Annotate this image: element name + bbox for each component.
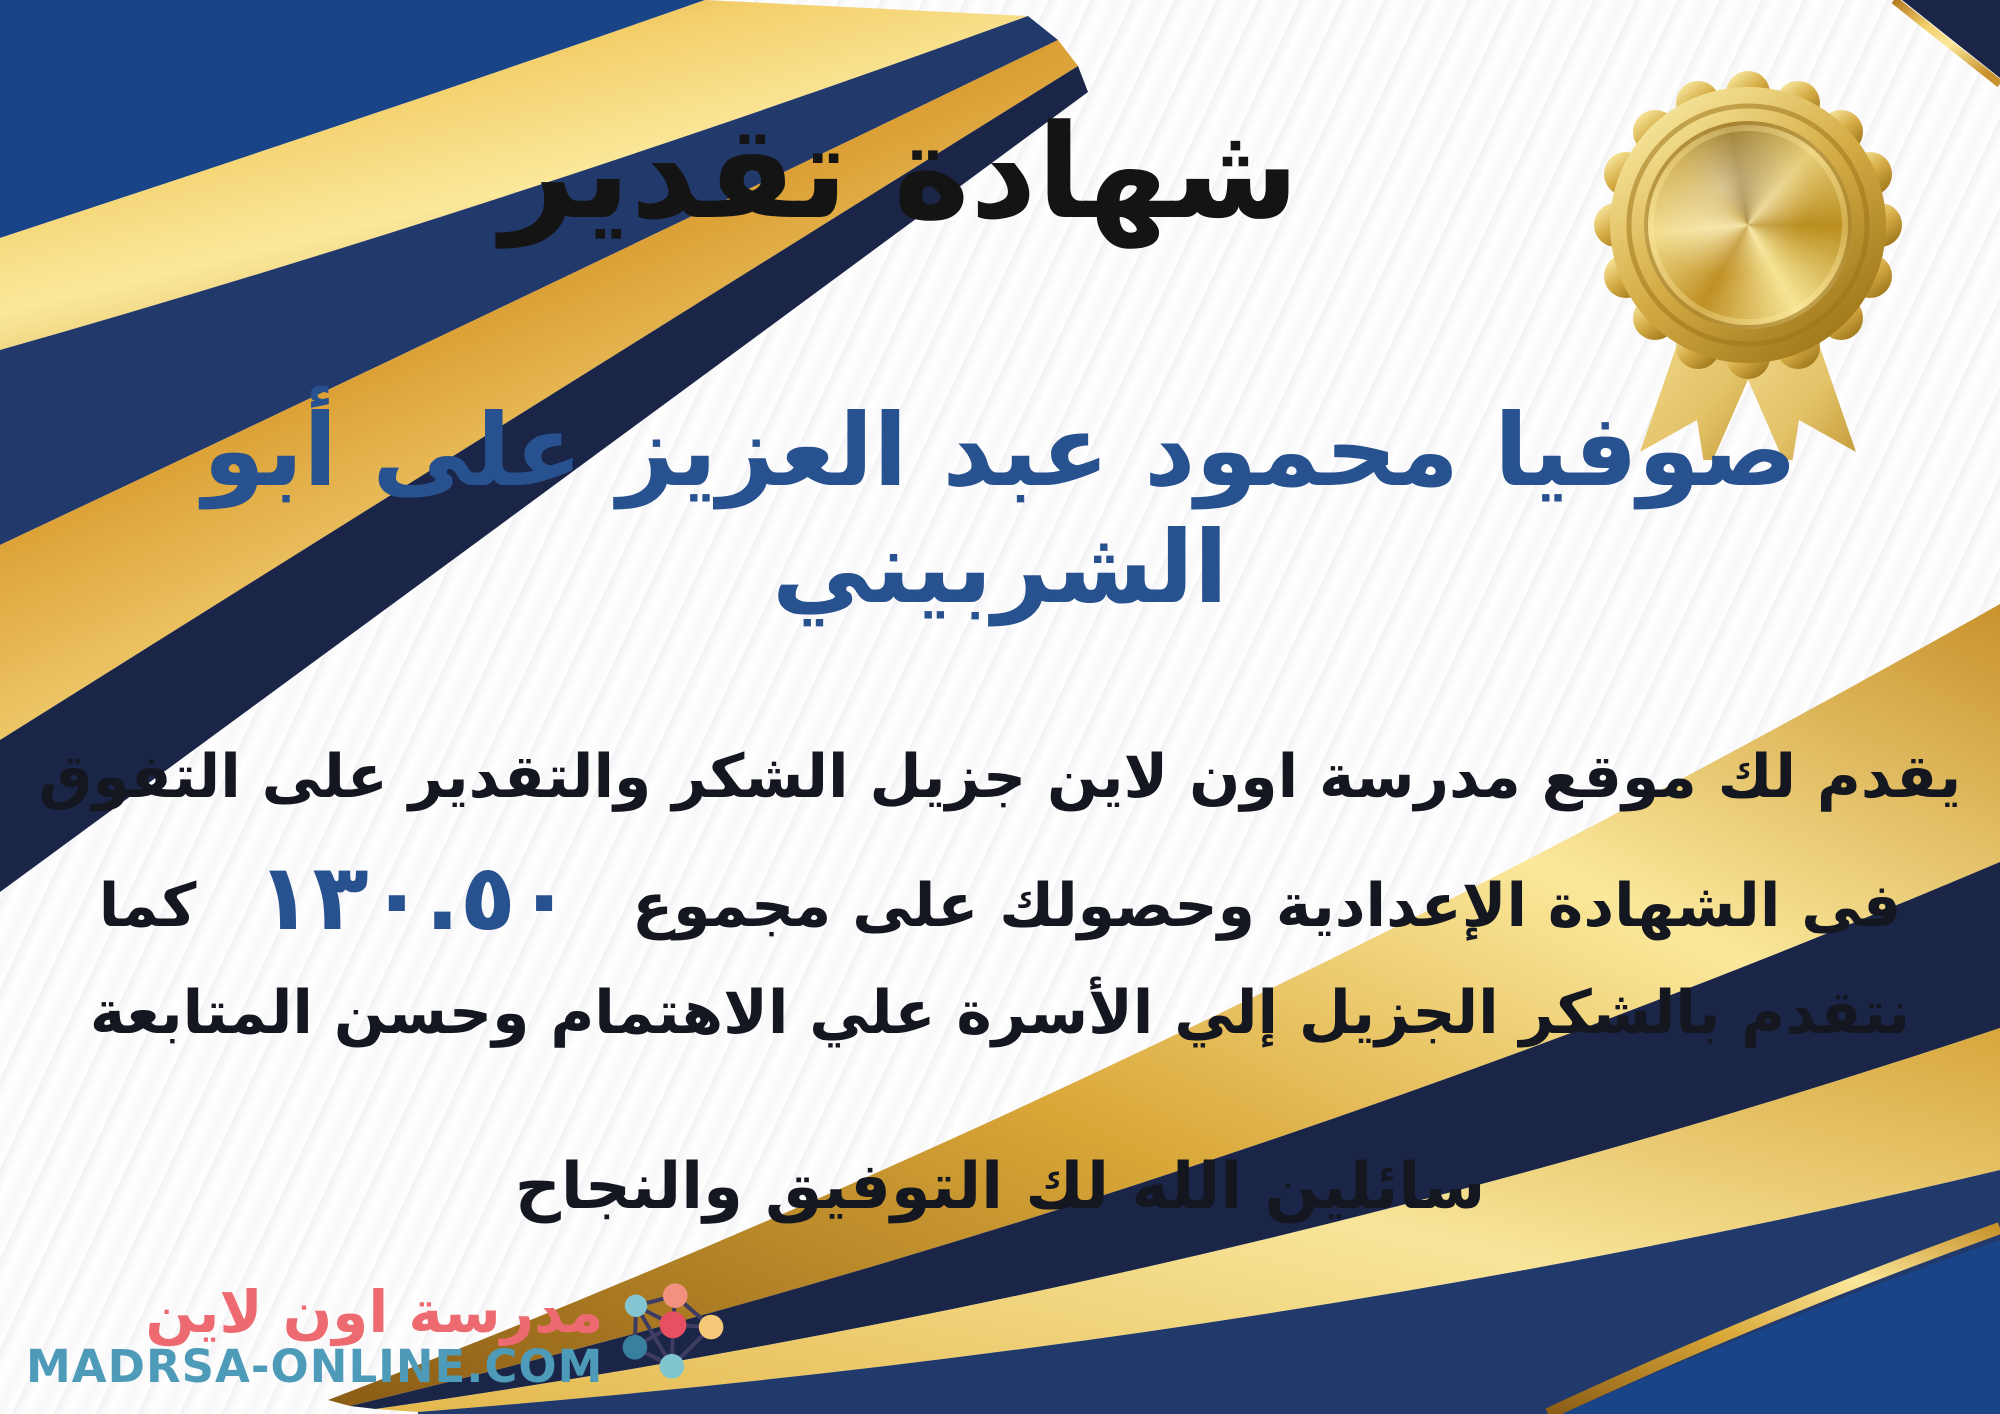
score-value: ١٣٠.٥٠ (256, 844, 573, 951)
brand-logo-text (26, 1277, 604, 1393)
certificate-title: شهادة تقدير (500, 96, 1300, 248)
closing-line: سائلين الله لك التوفيق والنجاح (514, 1150, 1486, 1224)
brand-domain: MADRSA-ONLINE.COM (26, 1339, 604, 1393)
body-line-2-left: كما (98, 870, 197, 941)
body-line-1: يقدم لك موقع مدرسة اون لاين جزيل الشكر والتقدير على التفوق (38, 742, 1962, 812)
brand-logo (26, 1277, 729, 1393)
brand-name-arabic: مدرسة اون لاين (145, 1277, 604, 1346)
body-line-2 (0, 844, 2000, 959)
network-logo-icon (617, 1280, 729, 1392)
body-line-3: نتقدم بالشكر الجزيل إلي الأسرة علي الاهتمام وحسن المتابعة (89, 978, 1911, 1048)
student-name: صوفيا محمود عبد العزيز على أبو الشربيني (202, 392, 1798, 626)
body-line-2-right: فى الشهادة الإعدادية وحصولك على مجموع (632, 870, 1902, 941)
